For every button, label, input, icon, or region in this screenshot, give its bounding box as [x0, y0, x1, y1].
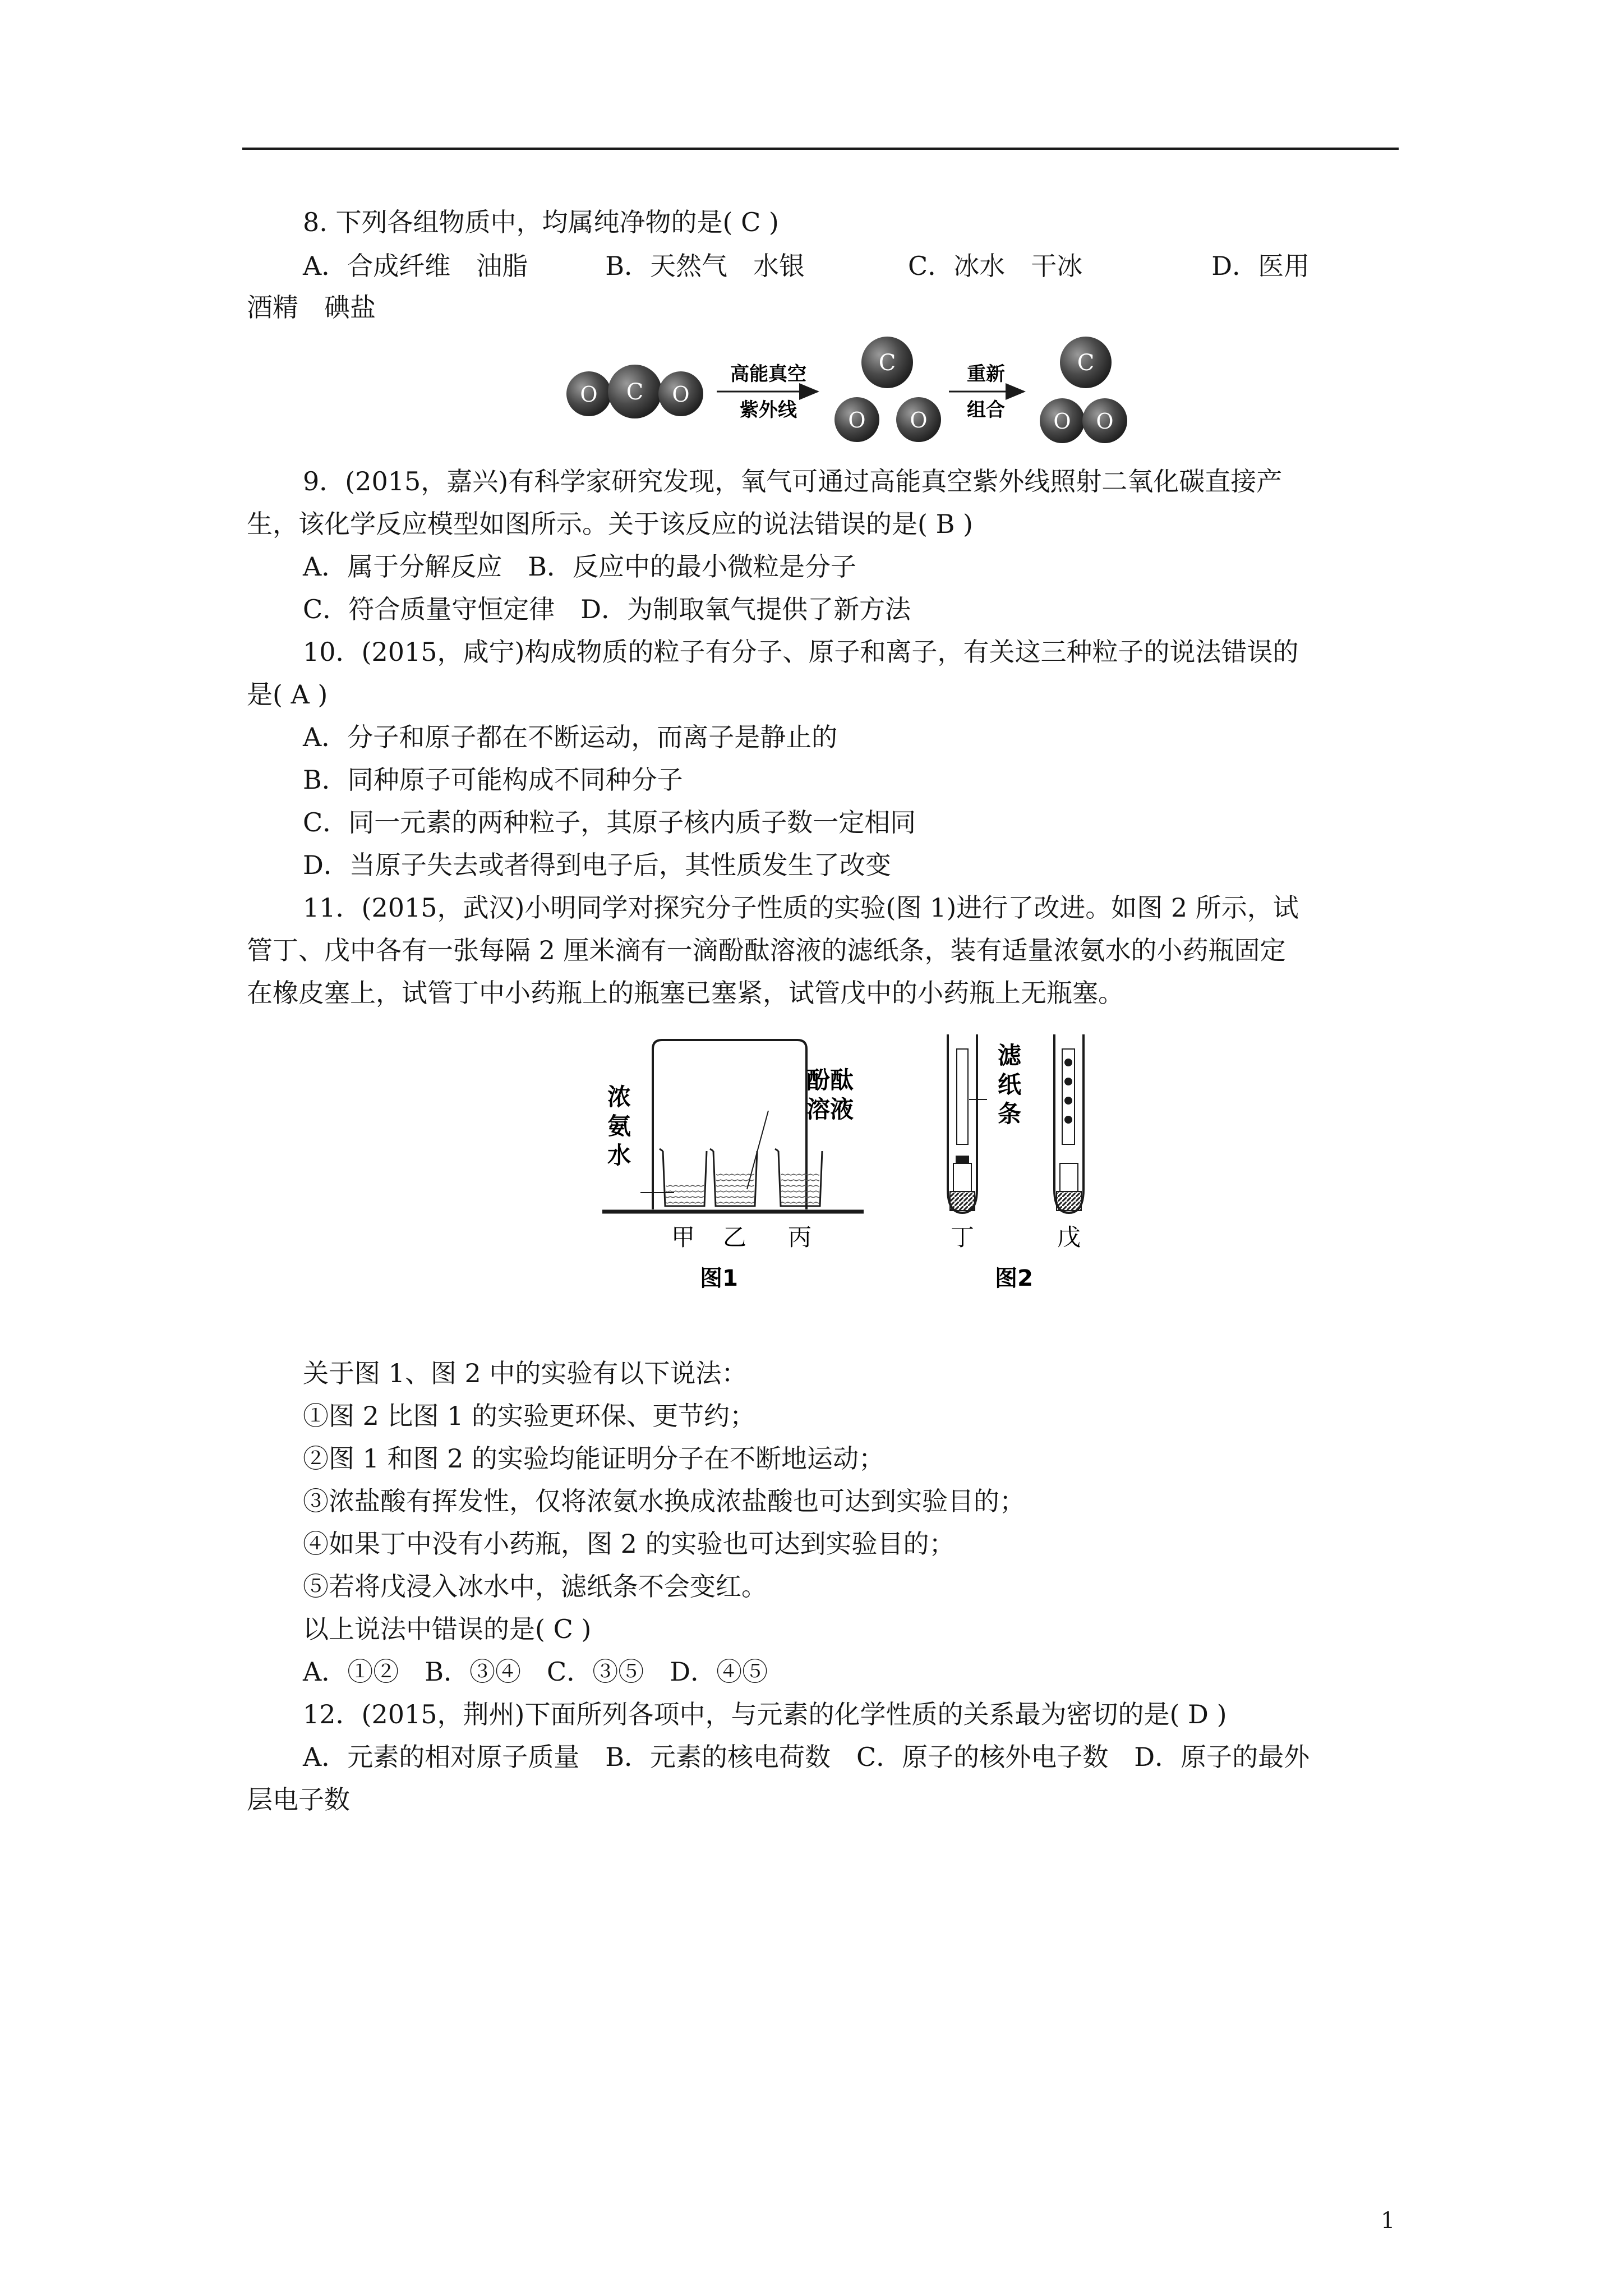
co2-molecule: [566, 365, 703, 418]
arrow2-bottom-label: 组合: [967, 399, 1005, 421]
q9-stem-2: 生，该化学反应模型如图所示。关于该反应的说法错误的是( B ): [247, 509, 973, 539]
beaker-label-jia: 甲: [671, 1223, 695, 1251]
atom-c-label: C: [878, 350, 896, 376]
label-paper-1: 滤: [997, 1042, 1022, 1069]
q9-options-cd: C．符合质量守恒定律 D．为制取氧气提供了新方法: [303, 594, 911, 624]
q11-statement-2: ②图 1 和图 2 的实验均能证明分子在不断地运动；: [303, 1443, 885, 1474]
q11-stem-1: 11．(2015，武汉)小明同学对探究分子性质的实验(图 1)进行了改进。如图 2 所示，试: [303, 892, 1299, 923]
q11-intro: 关于图 1、图 2 中的实验有以下说法：: [303, 1358, 748, 1388]
product-molecules: [1040, 337, 1127, 443]
label-paper-3: 条: [997, 1100, 1022, 1128]
figure-1: [602, 1040, 864, 1291]
q11-statement-5: ⑤若将戊浸入冰水中，滤纸条不会变红。: [303, 1571, 767, 1602]
arrow2-top-label: 重新: [967, 363, 1005, 385]
separated-atoms: [834, 337, 941, 442]
q12-options: A．元素的相对原子质量 B．元素的核电荷数 C．原子的核外电子数 D．原子的最外: [303, 1742, 1310, 1772]
q11-ask: 以上说法中错误的是( C ): [303, 1614, 592, 1644]
beaker-label-yi: 乙: [722, 1223, 747, 1251]
caption-figure-1: 图1: [700, 1266, 738, 1291]
q11-stem-3: 在橡皮塞上，试管丁中小药瓶上的瓶塞已塞紧，试管戊中的小药瓶上无瓶塞。: [247, 978, 1124, 1008]
tube-label-wu: 戊: [1057, 1223, 1081, 1251]
q10-stem-1: 10．(2015，咸宁)构成物质的粒子有分子、原子和离子，有关这三种粒子的说法错误的: [303, 637, 1299, 667]
header-rule: [242, 148, 1399, 150]
q9-options-ab: A．属于分解反应 B．反应中的最小微粒是分子: [303, 551, 857, 582]
caption-figure-2: 图2: [995, 1266, 1033, 1291]
atom-o-label: O: [672, 382, 690, 407]
q10-option-b: B．同种原子可能构成不同种分子: [303, 765, 683, 795]
atom-c-label: C: [626, 379, 644, 405]
label-ammonia-1: 浓: [607, 1083, 631, 1111]
label-ammonia-2: 氨: [607, 1112, 631, 1140]
page-number: 1: [1381, 2208, 1395, 2234]
atom-o-label: O: [1053, 409, 1071, 434]
q9-stem-1: 9．(2015，嘉兴)有科学家研究发现，氧气可通过高能真空紫外线照射二氧化碳直接产: [303, 466, 1283, 496]
q11-options: A．①② B．③④ C．③⑤ D．④⑤: [303, 1657, 768, 1687]
q8-options-cont: 酒精 碘盐: [247, 292, 376, 323]
q10-option-d: D．当原子失去或者得到电子后，其性质发生了改变: [303, 850, 891, 880]
figure-2: [948, 1034, 1083, 1291]
atom-o-label: O: [1096, 409, 1114, 434]
atom-c-label: C: [1077, 350, 1095, 376]
q8-stem: 8. 下列各组物质中，均属纯净物的是( C ): [303, 207, 779, 237]
atom-o-label: O: [910, 408, 928, 432]
atom-o-label: O: [848, 408, 866, 432]
arrow1-bottom-label: 紫外线: [740, 399, 797, 421]
q11-experiment-figure: [600, 1027, 1116, 1296]
q10-stem-2: 是( A ): [247, 679, 328, 710]
q11-statement-4: ④如果丁中没有小药瓶，图 2 的实验也可达到实验目的；: [303, 1529, 955, 1559]
q10-option-c: C．同一元素的两种粒子，其原子核内质子数一定相同: [303, 807, 916, 838]
label-paper-2: 纸: [997, 1071, 1022, 1098]
q12-stem: 12．(2015，荆州)下面所列各项中，与元素的化学性质的关系最为密切的是( D ): [303, 1699, 1227, 1729]
q11-statement-1: ①图 2 比图 1 的实验更环保、更节约；: [303, 1401, 756, 1431]
q11-statement-3: ③浓盐酸有挥发性，仅将浓氨水换成浓盐酸也可达到实验目的；: [303, 1486, 1025, 1516]
q11-stem-2: 管丁、戊中各有一张每隔 2 厘米滴有一滴酚酞溶液的滤纸条，装有适量浓氨水的小药瓶固定: [247, 935, 1286, 965]
q9-reaction-figure: [561, 331, 1144, 449]
label-phenolphthalein-2: 溶液: [806, 1096, 854, 1123]
atom-o-label: O: [580, 382, 598, 407]
tube-label-ding: 丁: [950, 1223, 975, 1251]
q10-option-a: A．分子和原子都在不断运动，而离子是静止的: [303, 722, 838, 752]
label-ammonia-3: 水: [607, 1142, 631, 1169]
q8-options: A．合成纤维 油脂 B．天然气 水银 C．冰水 干冰 D．医用: [303, 251, 1310, 281]
arrow1-top-label: 高能真空: [730, 363, 806, 385]
label-phenolphthalein-1: 酚酞: [806, 1066, 854, 1094]
q12-options-cont: 层电子数: [247, 1784, 350, 1815]
beaker-label-bing: 丙: [787, 1223, 812, 1251]
